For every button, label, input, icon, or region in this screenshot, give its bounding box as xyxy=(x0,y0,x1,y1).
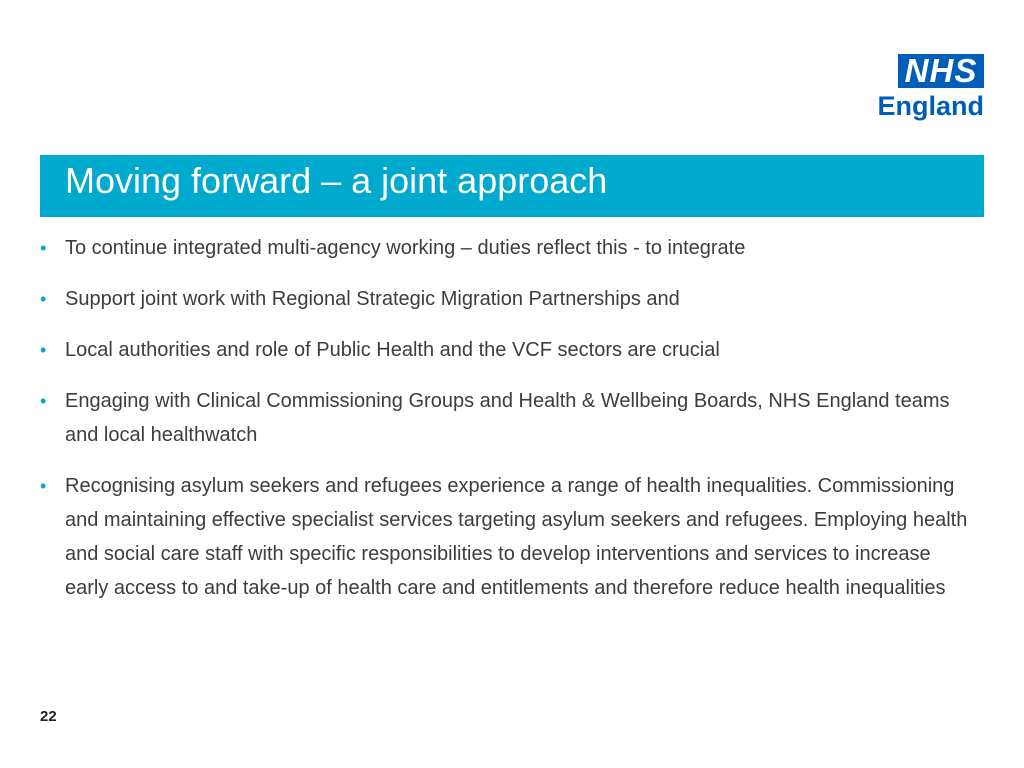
bullet-marker: • xyxy=(40,476,47,496)
bullet-marker: • xyxy=(40,289,47,309)
bullet-text: Engaging with Clinical Commissioning Groups and Health & Wellbeing Boards, NHS England teams and local healthwatch xyxy=(65,390,950,446)
page-title: Moving forward – a joint approach xyxy=(65,160,608,201)
bullet-item xyxy=(40,282,970,316)
bullet-marker: • xyxy=(40,238,47,258)
page-number: 22 xyxy=(40,708,57,725)
bullet-item xyxy=(40,469,970,605)
bullet-text: Recognising asylum seekers and refugees experience a range of health inequalities. Commissioning and maintaining effective specialist services targeting asylum seekers and refugees. Employing health and social care staff with specific responsibilities to develop interventions and services to increase early access to and take-up of health care and entitlements and therefore reduce health inequalities xyxy=(65,475,968,599)
bullet-item xyxy=(40,333,970,367)
bullet-text: Support joint work with Regional Strategic Migration Partnerships and xyxy=(65,288,680,310)
nhs-logo-mark: NHS xyxy=(898,54,984,88)
nhs-england-logo xyxy=(874,54,986,124)
bullet-list xyxy=(40,231,970,622)
bullet-text: Local authorities and role of Public Health and the VCF sectors are crucial xyxy=(65,339,720,361)
logo-region-text: England xyxy=(877,91,984,121)
title-bar xyxy=(40,155,984,217)
bullet-text: To continue integrated multi-agency working – duties reflect this - to integrate xyxy=(65,237,746,259)
bullet-marker: • xyxy=(40,391,47,411)
bullet-item xyxy=(40,384,970,452)
bullet-item xyxy=(40,231,970,265)
bullet-marker: • xyxy=(40,340,47,360)
